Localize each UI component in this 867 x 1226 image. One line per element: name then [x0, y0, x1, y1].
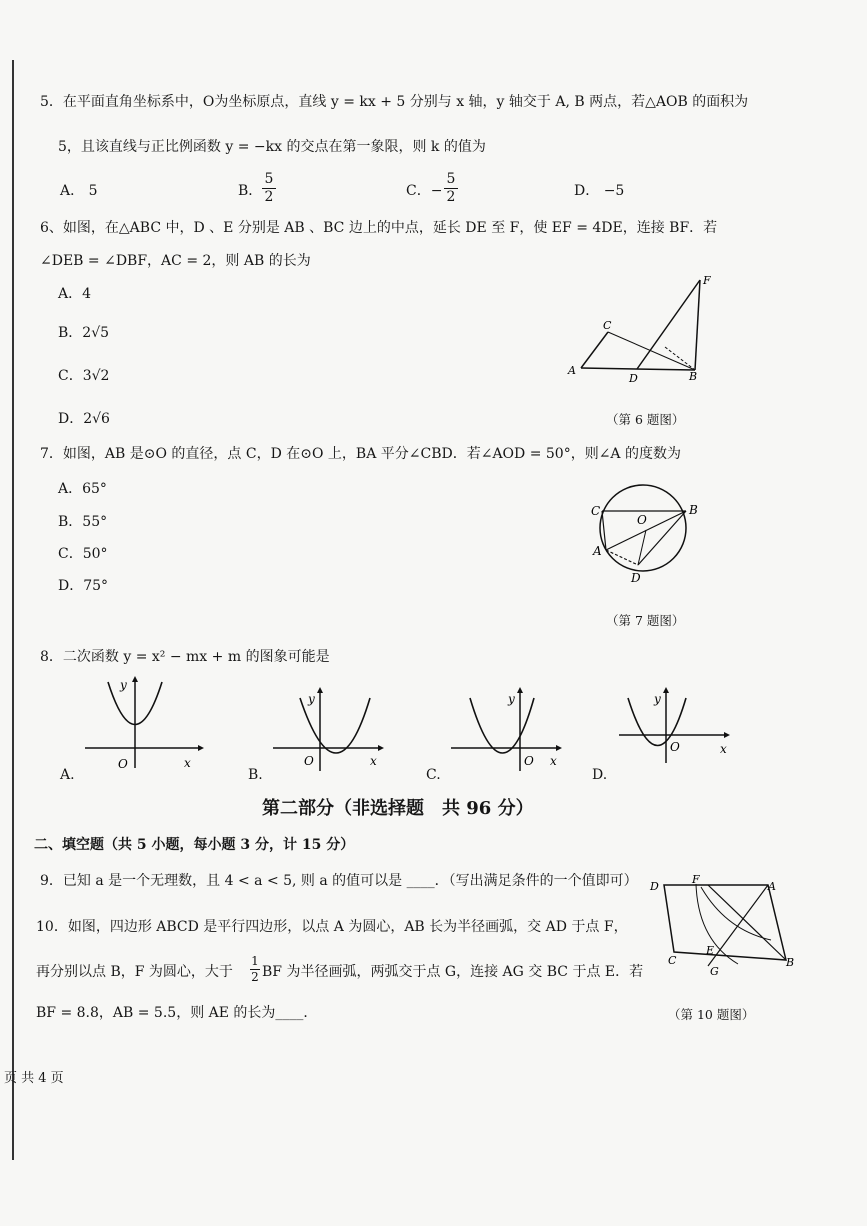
- q6-figure: [565, 272, 725, 387]
- q10-label-b: B: [786, 956, 795, 969]
- q5-option-c-fraction: 5 2: [444, 172, 458, 205]
- svg-text:y: y: [654, 692, 661, 706]
- q5-option-d: D． −5: [574, 183, 625, 199]
- q7-option-a: A．65°: [58, 481, 107, 497]
- q6-option-c: C．3√2: [58, 368, 110, 384]
- q7-option-b: B．55°: [58, 514, 108, 530]
- q10-caption: （第 10 题图）: [668, 1007, 755, 1022]
- q6-label-a: A: [568, 364, 576, 377]
- q10-line2-pre: 再分别以点 B，F 为圆心，大于: [36, 964, 233, 980]
- q7-label-c: C: [591, 504, 601, 518]
- q5-option-a: A． 5: [60, 183, 98, 199]
- q10-figure: [646, 870, 801, 980]
- svg-text:O: O: [670, 740, 680, 754]
- svg-text:y: y: [120, 678, 127, 692]
- svg-text:O: O: [118, 757, 128, 771]
- q8-option-d-label: D.: [592, 767, 608, 783]
- q9-line1: 9．已知 a 是一个无理数，且 4 < a < 5, 则 a 的值可以是 ____．（写出满足条件的一个值即可）: [40, 873, 638, 889]
- q10-label-c: C: [668, 954, 677, 967]
- q6-caption: （第 6 题图）: [606, 412, 685, 427]
- q5-line2: 5，且该直线与正比例函数 y = −kx 的交点在第一象限，则 k 的值为: [58, 139, 486, 155]
- q8-graph-b: [268, 683, 398, 773]
- q10-fraction: 1 2: [251, 954, 259, 984]
- q6-label-c: C: [603, 319, 612, 332]
- q8-graph-c: [446, 683, 576, 773]
- q5-option-b-fraction: 5 2: [262, 172, 276, 205]
- q10-line2-post: BF 为半径画弧，两弧交于点 G，连接 AG 交 BC 于点 E．若: [262, 964, 644, 980]
- q6-line1: 6、如图，在△ABC 中，D 、E 分别是 AB 、BC 边上的中点，延长 DE 至 F，使 EF = 4DE，连接 BF．若: [40, 220, 718, 236]
- q7-option-d: D．75°: [58, 578, 109, 594]
- q6-label-b: B: [689, 370, 698, 383]
- q8-option-a-label: A.: [60, 767, 75, 783]
- q10-label-a: A: [768, 880, 776, 893]
- q8-option-b-label: B.: [248, 767, 263, 783]
- q5-option-c-label: C．−: [406, 183, 443, 199]
- q10-line3: BF = 8.8，AB = 5.5，则 AE 的长为____．: [36, 1005, 318, 1021]
- svg-text:y: y: [508, 692, 515, 706]
- q6-label-f: F: [703, 274, 711, 287]
- q7-label-b: B: [689, 503, 698, 517]
- q6-line2: ∠DEB = ∠DBF，AC = 2，则 AB 的长为: [40, 253, 311, 269]
- svg-text:x: x: [370, 754, 377, 768]
- q7-line1: 7．如图，AB 是⊙O 的直径，点 C，D 在⊙O 上，BA 平分∠CBD．若∠AOD = 50°，则∠A 的度数为: [40, 446, 681, 462]
- q7-label-a: A: [593, 544, 602, 558]
- q7-caption: （第 7 题图）: [606, 613, 685, 628]
- q7-figure: [585, 482, 715, 587]
- q8-option-c-label: C.: [426, 767, 441, 783]
- svg-text:y: y: [308, 692, 315, 706]
- q6-label-d: D: [629, 372, 638, 385]
- q10-label-d: D: [650, 880, 659, 893]
- svg-text:x: x: [550, 754, 557, 768]
- section2-title: 二、填空题（共 5 小题，每小题 3 分，计 15 分）: [34, 837, 355, 853]
- q10-label-f: F: [692, 873, 700, 886]
- q8-graph-d: [614, 683, 744, 773]
- q6-option-d: D．2√6: [58, 411, 110, 427]
- q7-option-c: C．50°: [58, 546, 108, 562]
- q10-label-e: E: [706, 944, 715, 957]
- page-footer: 页 共 4 页: [4, 1071, 64, 1086]
- part2-title: 第二部分（非选择题 共 96 分）: [262, 798, 534, 819]
- q5-option-b-label: B．: [238, 183, 263, 199]
- margin-line: [12, 60, 14, 1160]
- q6-option-a: A．4: [58, 286, 92, 302]
- svg-text:x: x: [184, 756, 191, 770]
- svg-text:x: x: [720, 742, 727, 756]
- q10-label-g: G: [710, 965, 719, 978]
- svg-text:O: O: [304, 754, 314, 768]
- q6-option-b: B．2√5: [58, 325, 110, 341]
- q7-label-d: D: [631, 571, 641, 585]
- q8-line1: 8．二次函数 y = x² − mx + m 的图象可能是: [40, 649, 330, 665]
- q8-graph-a: [80, 672, 210, 772]
- q7-label-o: O: [637, 513, 647, 527]
- q10-line1: 10．如图，四边形 ABCD 是平行四边形，以点 A 为圆心，AB 长为半径画弧，交 AD 于点 F，: [36, 919, 628, 935]
- q5-line1: 5．在平面直角坐标系中，O为坐标原点，直线 y = kx + 5 分别与 x 轴，y 轴交于 A, B 两点，若△AOB 的面积为: [40, 94, 749, 110]
- svg-text:O: O: [524, 754, 534, 768]
